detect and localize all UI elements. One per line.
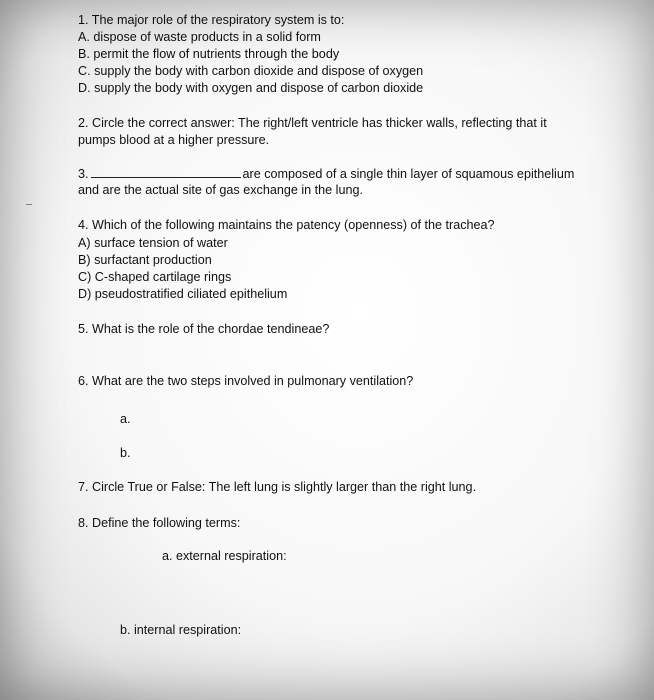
q4-option-a: A) surface tension of water [78,236,228,250]
q1-stem: 1. The major role of the respiratory system is to: [78,13,345,27]
q4-option-c: C) C-shaped cartilage rings [78,270,232,284]
q3-line-1-text: are composed of a single thin layer of squamous epithelium [242,167,575,181]
q3-answer-blank[interactable] [91,165,241,178]
q2-line-2: pumps blood at a higher pressure. [78,133,270,147]
q6-part-a: a. [120,412,131,426]
q8-part-a: a. external respiration: [162,549,287,563]
q1-option-b: B. permit the flow of nutrients through the body [78,47,340,61]
q6-part-b: b. [120,446,131,460]
q6-stem: 6. What are the two steps involved in pulmonary ventilation? [78,374,414,388]
q3-number: 3. [78,167,89,181]
q1-option-c: C. supply the body with carbon dioxide and dispose of oxygen [78,64,424,78]
q3-line-2: and are the actual site of gas exchange in the lung. [78,183,363,197]
q4-option-d: D) pseudostratified ciliated epithelium [78,287,288,301]
q7-stem: 7. Circle True or False: The left lung is slightly larger than the right lung. [78,480,477,494]
margin-mark [26,204,32,205]
q3-line-1 [78,165,574,183]
q1-option-a: A. dispose of waste products in a solid form [78,30,321,44]
q1-option-d: D. supply the body with oxygen and dispose of carbon dioxide [78,81,424,95]
q8-stem: 8. Define the following terms: [78,516,241,530]
worksheet-page [48,0,632,700]
q4-option-b: B) surfactant production [78,253,212,267]
q8-part-b: b. internal respiration: [120,623,242,637]
q4-stem: 4. Which of the following maintains the patency (openness) of the trachea? [78,218,495,232]
q5-stem: 5. What is the role of the chordae tendineae? [78,322,330,336]
q2-line-1: 2. Circle the correct answer: The right/left ventricle has thicker walls, reflecting that it [78,116,547,130]
